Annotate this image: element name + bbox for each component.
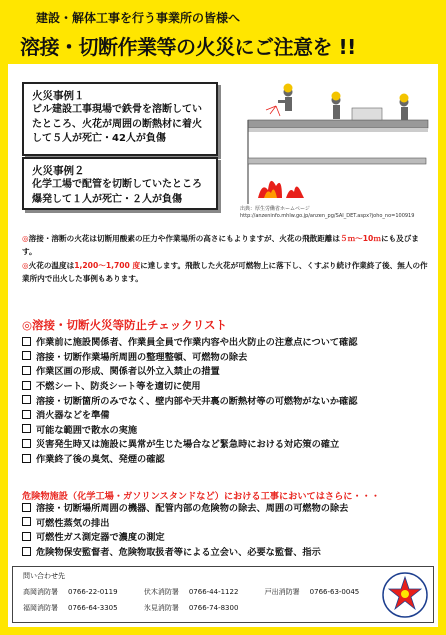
source-label: 出典：厚生労働省ホームページ — [240, 206, 310, 212]
fire-case-2-title: 火災事例２ — [32, 165, 85, 177]
fire-case-1 — [22, 82, 218, 156]
contact-label: 問い合わせ先 — [23, 572, 65, 580]
note-2-mark: ◎ — [22, 261, 29, 270]
checkbox-icon[interactable] — [22, 532, 31, 541]
note-2-temperature: 1,200〜1,700 度 — [74, 261, 141, 270]
note-1-text-c: にも及びます。 — [22, 234, 419, 256]
note-1-text-a: 溶接・溶断の火花は切断用酸素の圧力や作業場所の高さにもよりますが、火花の飛散距離は — [28, 234, 340, 243]
source-citation — [240, 206, 440, 220]
hazard-item-label: 溶接・切断場所周囲の機器、配管内部の危険物の除去、周囲の可燃物の除去 — [36, 503, 349, 515]
office-phone: 0766-63-0045 — [309, 588, 360, 596]
fire-case-1-text: ビル建設工事現場で鉄骨を溶断していたところ、火花が周囲の断熱材に着火して５人が死亡・42人が負傷 — [32, 104, 202, 144]
source-url[interactable]: http://anzeninfo.mhlw.go.jp/anzen_pg/SAI_DET.aspx?joho_no=100919 — [240, 213, 415, 219]
office-name: 氷見消防署 — [143, 604, 179, 612]
checkbox-icon[interactable] — [22, 337, 31, 346]
checklist-item-label: 作業終了後の臭気、発煙の確認 — [36, 454, 165, 466]
office-phone: 0766-74-8300 — [188, 604, 239, 612]
hazard-item-label: 可燃性蒸気の排出 — [36, 517, 110, 529]
checklist-item-label: 溶接・切断箇所のみでなく、壁内部や天井裏の断熱材等の可燃物がないか確認 — [36, 395, 358, 407]
checklist-item-label: 溶接・切断作業場所周囲の整理整頓、可燃物の除去 — [36, 351, 248, 363]
checkbox-icon[interactable] — [22, 410, 31, 419]
checkbox-icon[interactable] — [22, 395, 31, 404]
checkbox-icon[interactable] — [22, 547, 31, 556]
checklist-item[interactable] — [22, 363, 434, 378]
checklist-item-label: 作業区画の形成、関係者以外立入禁止の措置 — [36, 366, 220, 378]
checklist-item[interactable] — [22, 334, 434, 349]
checklist-item-label: 不燃シート、防炎シート等を適切に使用 — [36, 381, 201, 393]
checklist-item-label: 災害発生時又は施設に異常が生じた場合など緊急時における対応策の確立 — [36, 439, 340, 451]
office-phone: 0766-44-1122 — [188, 588, 239, 596]
checkbox-icon[interactable] — [22, 381, 31, 390]
checklist-item[interactable] — [22, 451, 434, 466]
contact-office — [265, 587, 360, 597]
fire-case-2-text: 化学工場で配管を切断していたところ爆発して１人が死亡・２人が負傷 — [32, 179, 202, 205]
contact-office — [23, 587, 118, 597]
hazard-facility-title: 危険物施設（化学工場・ガソリンスタンドなど）における工事においてはさらに・・・ — [22, 491, 381, 502]
contact-row — [23, 587, 383, 597]
checkbox-icon[interactable] — [22, 424, 31, 433]
checklist-item-label: 消火器などを準備 — [36, 410, 110, 422]
hazard-checklist — [22, 500, 434, 558]
office-phone: 0766-22-0119 — [68, 588, 118, 596]
office-phone: 0766-64-3305 — [68, 604, 118, 612]
checkbox-icon[interactable] — [22, 351, 31, 360]
office-name: 高岡消防署 — [23, 588, 58, 596]
checklist-item[interactable] — [22, 392, 434, 407]
office-name: 戸出消防署 — [264, 588, 300, 596]
header-banner — [0, 0, 446, 62]
fire-case-2 — [22, 157, 218, 210]
checkbox-icon[interactable] — [22, 454, 31, 463]
contact-office — [23, 603, 118, 613]
note-2-text-a: 火花の温度は — [28, 261, 75, 270]
page-title: 溶接・切断作業等の火災にご注意を !! — [20, 35, 356, 59]
checklist-title: ◎溶接・切断火災等防止チェックリスト — [22, 318, 227, 332]
checkbox-icon[interactable] — [22, 439, 31, 448]
spark-temperature-note — [22, 259, 430, 285]
office-name: 福岡消防署 — [23, 604, 58, 612]
office-name: 伏木消防署 — [143, 588, 179, 596]
checkbox-icon[interactable] — [22, 503, 31, 512]
hazard-item-label: 可燃性ガス測定器で濃度の測定 — [36, 532, 165, 544]
fire-department-logo — [381, 571, 429, 619]
checklist-item[interactable] — [22, 422, 434, 437]
checklist-item-label: 作業前に施設関係者、作業員全員で作業内容や出火防止の注意点について確認 — [36, 337, 358, 349]
note-1-distance: ５ｍ〜10ｍ — [339, 234, 381, 243]
contact-office — [144, 603, 239, 613]
spark-distance-note — [22, 232, 430, 258]
hazard-item[interactable] — [22, 500, 434, 515]
hazard-item[interactable] — [22, 544, 434, 559]
contact-office — [144, 587, 239, 597]
checklist-item[interactable] — [22, 407, 434, 422]
checklist-item[interactable] — [22, 436, 434, 451]
fire-case-1-title: 火災事例１ — [32, 90, 85, 102]
note-2-text-c: に達します。飛散した火花が可燃物上に落下し、くすぶり続け作業終了後、無人の作業所内で出火した事例もあります。 — [22, 261, 428, 283]
checklist-item-label: 可能な範囲で散水の実施 — [36, 424, 138, 436]
note-1-mark: ◎ — [22, 234, 29, 243]
contact-row — [23, 603, 262, 613]
welding-fire-illustration — [236, 70, 432, 206]
header-subtitle: 建設・解体工事を行う事業所の皆様へ — [36, 11, 241, 25]
contact-box — [12, 566, 434, 623]
checklist-item[interactable] — [22, 378, 434, 393]
checklist-item[interactable] — [22, 349, 434, 364]
hazard-item[interactable] — [22, 529, 434, 544]
hazard-item-label: 危険物保安監督者、危険物取扱者等による立会い、必要な監督、指示 — [36, 547, 321, 559]
checkbox-icon[interactable] — [22, 517, 31, 526]
hazard-item[interactable] — [22, 515, 434, 530]
checkbox-icon[interactable] — [22, 366, 31, 375]
checklist — [22, 334, 434, 465]
